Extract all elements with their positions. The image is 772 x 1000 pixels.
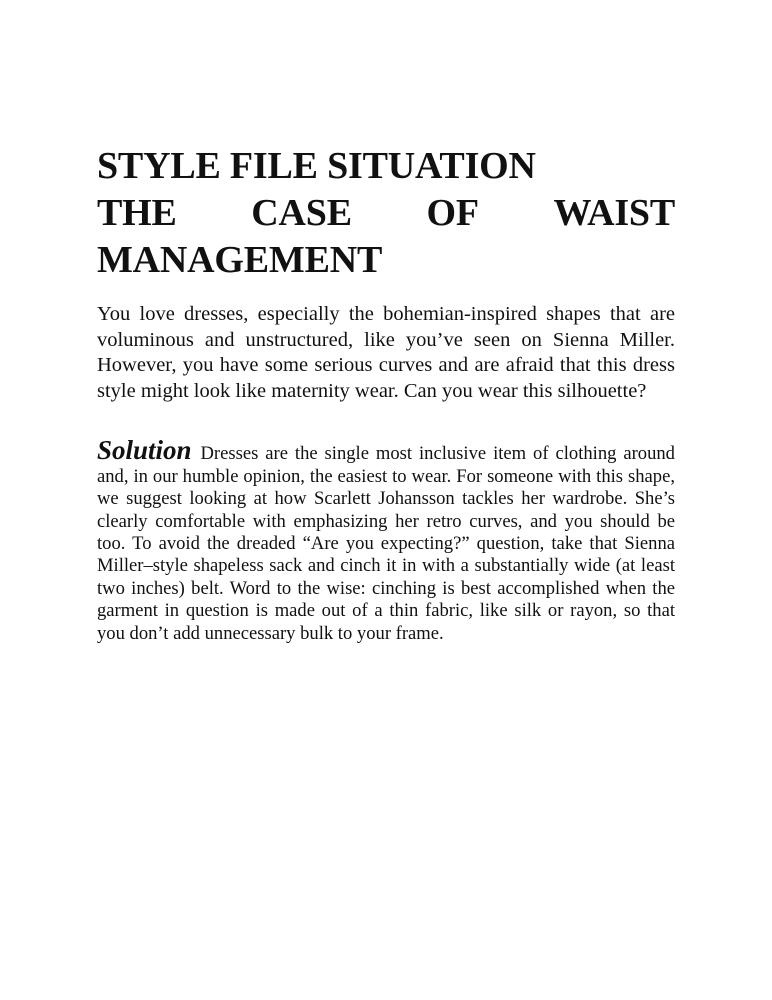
title-word: CASE xyxy=(251,192,352,234)
title-word: THE xyxy=(97,192,177,234)
title-word: OF xyxy=(426,192,479,234)
title-line-3: MANAGEMENT xyxy=(97,239,383,281)
page-title xyxy=(97,143,675,284)
title-line-2 xyxy=(97,190,675,237)
page-content xyxy=(97,143,675,645)
solution-text: Dresses are the single most inclusive item of clothing around and, in our humble opinion, the easiest to wear. For someone with this shape, we suggest looking at how Scarlett Johansson tackles her wardrobe. She’s clearly comfortable with emphasizing her retro curves, and you should be too. To avoid the dreaded “Are you expecting?” question, take that Sienna Miller–style shapeless sack and cinch it in with a substantially wide (at least two inches) belt. Word to the wise: cinching is best accomplished when the garment in question is made out of a thin fabric, like silk or rayon, so that you don’t add unnecessary bulk to your frame. xyxy=(97,443,675,644)
title-line-1: STYLE FILE SITUATION xyxy=(97,145,536,187)
solution-paragraph xyxy=(97,435,675,645)
title-word: WAIST xyxy=(553,192,675,234)
intro-paragraph: You love dresses, especially the bohemian-inspired shapes that are voluminous and unstructured, like you’ve seen on Sienna Miller. However, you have some serious curves and are afraid that this dress style might look like maternity wear. Can you wear this silhouette? xyxy=(97,303,675,402)
solution-label: Solution xyxy=(97,435,192,466)
